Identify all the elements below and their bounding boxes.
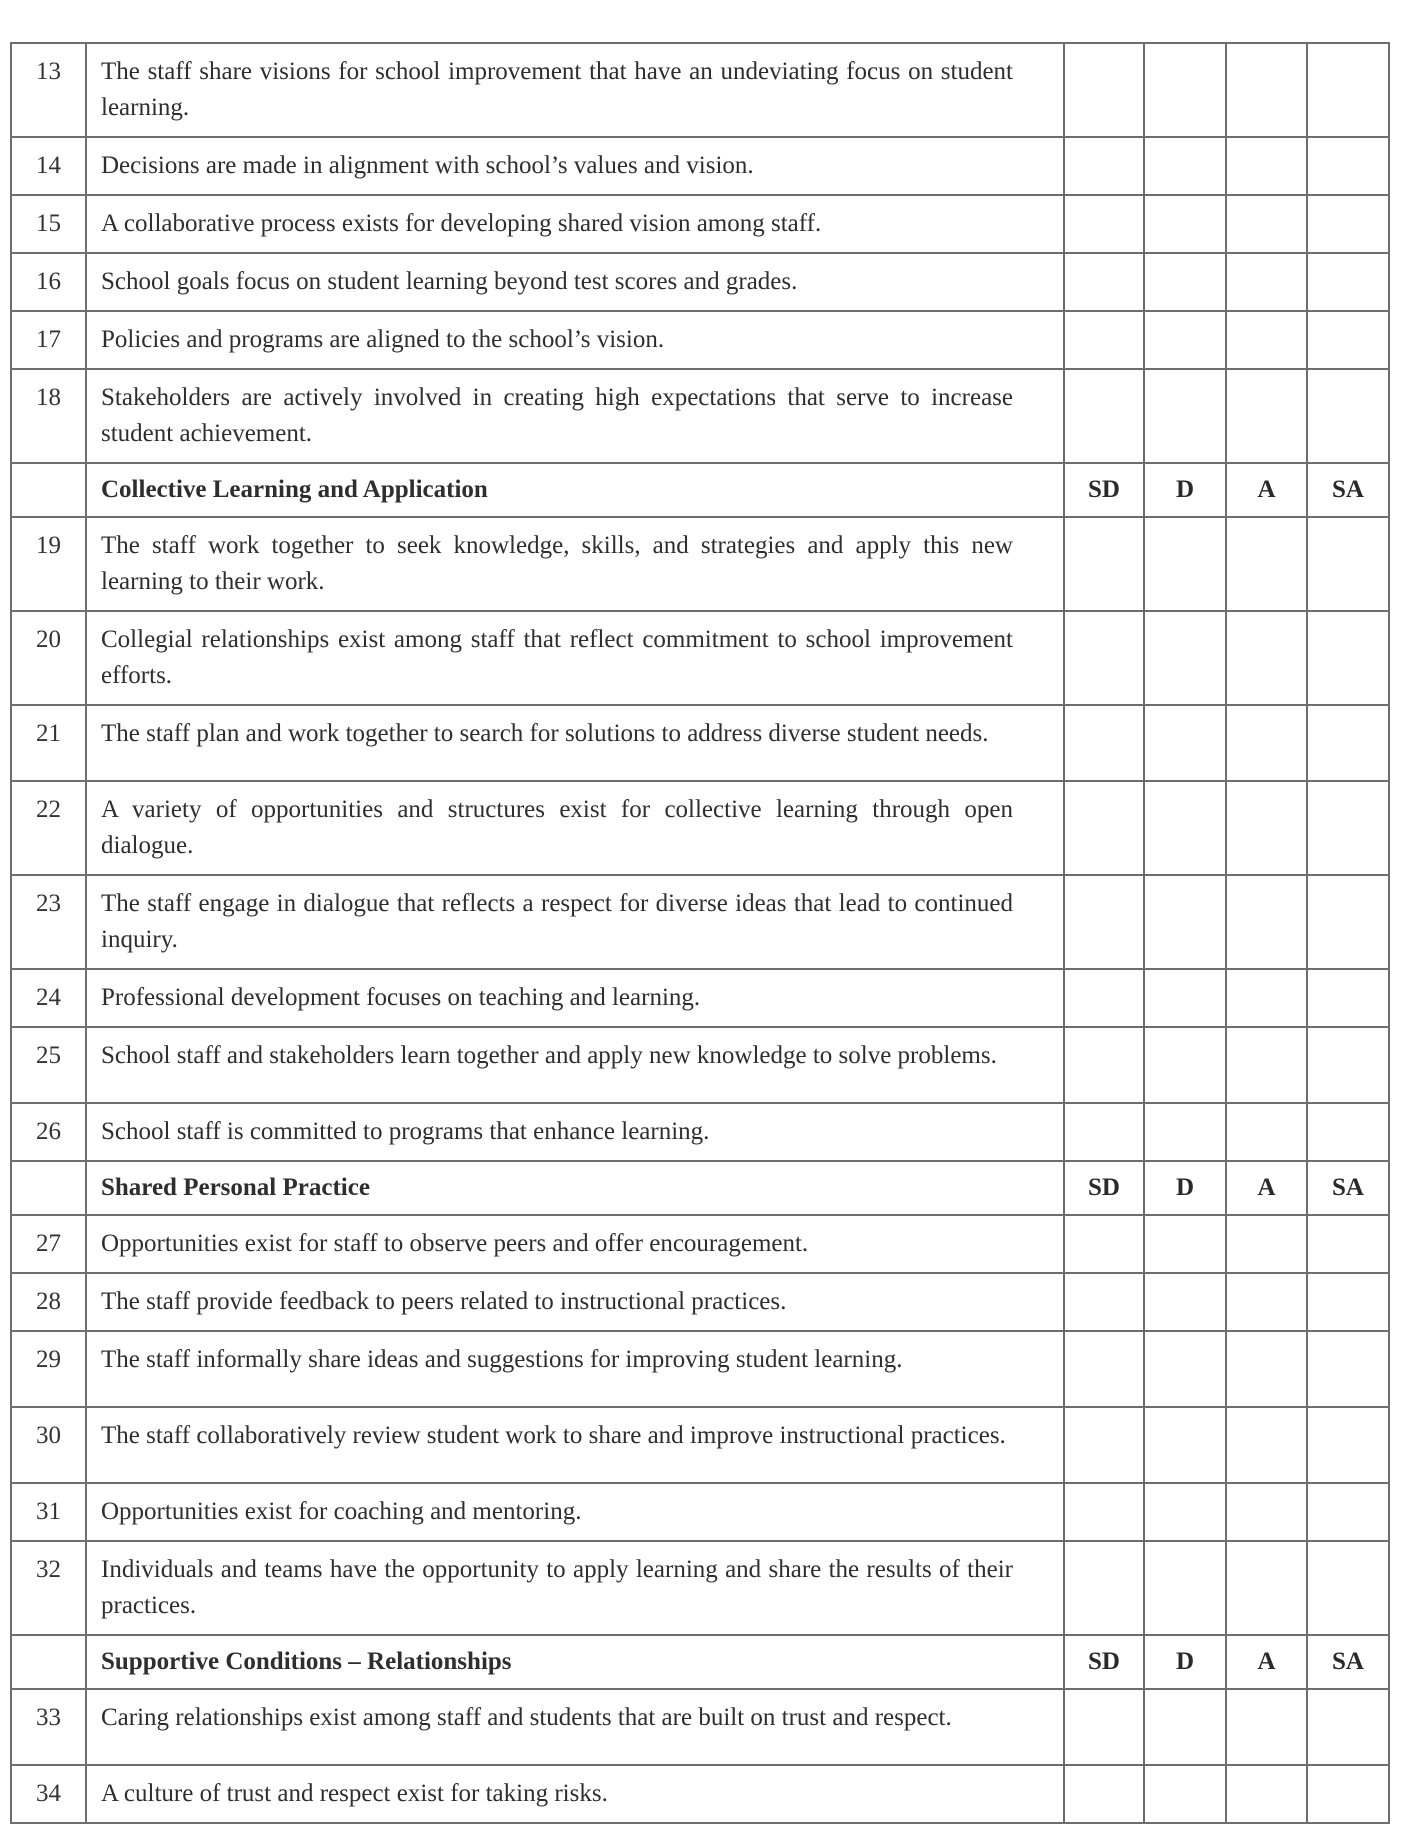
response-box-a[interactable] — [1226, 195, 1307, 253]
response-box-d[interactable] — [1144, 611, 1226, 705]
scale-label-a: A — [1226, 1635, 1307, 1689]
survey-item-row — [11, 311, 1389, 369]
scale-label-sa: SA — [1307, 1635, 1389, 1689]
section-title: Shared Personal Practice — [86, 1161, 1064, 1215]
survey-item-row — [11, 253, 1389, 311]
response-box-sd[interactable] — [1064, 137, 1144, 195]
section-number-cell — [11, 1161, 86, 1215]
scale-label-sd: SD — [1064, 1161, 1144, 1215]
section-title: Supportive Conditions – Relationships — [86, 1635, 1064, 1689]
item-number: 29 — [11, 1331, 86, 1407]
response-box-d[interactable] — [1144, 1765, 1226, 1823]
survey-item-row — [11, 1483, 1389, 1541]
response-box-sd[interactable] — [1064, 43, 1144, 137]
response-box-a[interactable] — [1226, 1331, 1307, 1407]
response-box-d[interactable] — [1144, 1483, 1226, 1541]
response-box-a[interactable] — [1226, 1103, 1307, 1161]
response-box-d[interactable] — [1144, 969, 1226, 1027]
item-number: 33 — [11, 1689, 86, 1765]
section-number-cell — [11, 1635, 86, 1689]
response-box-sd[interactable] — [1064, 311, 1144, 369]
response-box-a[interactable] — [1226, 969, 1307, 1027]
response-box-d[interactable] — [1144, 43, 1226, 137]
response-box-d[interactable] — [1144, 875, 1226, 969]
item-statement: Individuals and teams have the opportunity to apply learning and share the results of their practices. — [86, 1541, 1064, 1635]
response-box-sa[interactable] — [1307, 137, 1389, 195]
response-box-a[interactable] — [1226, 253, 1307, 311]
response-box-sd[interactable] — [1064, 705, 1144, 781]
section-header-row — [11, 1635, 1389, 1689]
item-number: 34 — [11, 1765, 86, 1823]
response-box-sd[interactable] — [1064, 195, 1144, 253]
item-number: 15 — [11, 195, 86, 253]
response-box-d[interactable] — [1144, 1215, 1226, 1273]
response-box-sa[interactable] — [1307, 875, 1389, 969]
survey-item-row — [11, 1273, 1389, 1331]
response-box-sa[interactable] — [1307, 1103, 1389, 1161]
survey-item-row — [11, 43, 1389, 137]
response-box-sd[interactable] — [1064, 1483, 1144, 1541]
response-box-d[interactable] — [1144, 1407, 1226, 1483]
item-statement: The staff engage in dialogue that reflects a respect for diverse ideas that lead to continued inquiry. — [86, 875, 1064, 969]
response-box-sa[interactable] — [1307, 781, 1389, 875]
survey-table — [10, 42, 1390, 1824]
response-box-sd[interactable] — [1064, 253, 1144, 311]
survey-item-row — [11, 1215, 1389, 1273]
section-header-row — [11, 463, 1389, 517]
item-statement: Policies and programs are aligned to the school’s vision. — [86, 311, 1064, 369]
item-number: 28 — [11, 1273, 86, 1331]
survey-item-row — [11, 137, 1389, 195]
response-box-sd[interactable] — [1064, 1273, 1144, 1331]
response-box-sd[interactable] — [1064, 1331, 1144, 1407]
item-statement: School goals focus on student learning beyond test scores and grades. — [86, 253, 1064, 311]
response-box-sd[interactable] — [1064, 875, 1144, 969]
response-box-sa[interactable] — [1307, 1273, 1389, 1331]
response-box-a[interactable] — [1226, 875, 1307, 969]
response-box-sa[interactable] — [1307, 1541, 1389, 1635]
response-box-sa[interactable] — [1307, 705, 1389, 781]
response-box-sa[interactable] — [1307, 969, 1389, 1027]
item-number: 17 — [11, 311, 86, 369]
item-number: 31 — [11, 1483, 86, 1541]
response-box-a[interactable] — [1226, 1689, 1307, 1765]
section-header-row — [11, 1161, 1389, 1215]
response-box-sd[interactable] — [1064, 517, 1144, 611]
response-box-sa[interactable] — [1307, 1407, 1389, 1483]
response-box-d[interactable] — [1144, 253, 1226, 311]
item-statement: The staff informally share ideas and suggestions for improving student learning. — [86, 1331, 1064, 1407]
response-box-sa[interactable] — [1307, 195, 1389, 253]
scale-label-sd: SD — [1064, 1635, 1144, 1689]
response-box-sd[interactable] — [1064, 1765, 1144, 1823]
response-box-sd[interactable] — [1064, 611, 1144, 705]
response-box-d[interactable] — [1144, 1273, 1226, 1331]
scale-label-sa: SA — [1307, 1161, 1389, 1215]
item-statement: Opportunities exist for staff to observe peers and offer encouragement. — [86, 1215, 1064, 1273]
item-statement: Professional development focuses on teaching and learning. — [86, 969, 1064, 1027]
section-title: Collective Learning and Application — [86, 463, 1064, 517]
response-box-d[interactable] — [1144, 1027, 1226, 1103]
response-box-d[interactable] — [1144, 1103, 1226, 1161]
item-number: 20 — [11, 611, 86, 705]
item-number: 32 — [11, 1541, 86, 1635]
survey-item-row — [11, 969, 1389, 1027]
item-statement: Stakeholders are actively involved in creating high expectations that serve to increase student achievement. — [86, 369, 1064, 463]
item-statement: A culture of trust and respect exist for taking risks. — [86, 1765, 1064, 1823]
response-box-sa[interactable] — [1307, 43, 1389, 137]
response-box-sa[interactable] — [1307, 369, 1389, 463]
survey-item-row — [11, 781, 1389, 875]
response-box-sd[interactable] — [1064, 1689, 1144, 1765]
response-box-sd[interactable] — [1064, 1027, 1144, 1103]
response-box-sa[interactable] — [1307, 611, 1389, 705]
response-box-sa[interactable] — [1307, 517, 1389, 611]
item-number: 27 — [11, 1215, 86, 1273]
item-statement: Collegial relationships exist among staff that reflect commitment to school improvement efforts. — [86, 611, 1064, 705]
item-number: 21 — [11, 705, 86, 781]
response-box-d[interactable] — [1144, 195, 1226, 253]
response-box-sd[interactable] — [1064, 1541, 1144, 1635]
response-box-a[interactable] — [1226, 137, 1307, 195]
survey-item-row — [11, 1541, 1389, 1635]
response-box-a[interactable] — [1226, 705, 1307, 781]
response-box-a[interactable] — [1226, 369, 1307, 463]
response-box-a[interactable] — [1226, 1273, 1307, 1331]
survey-item-row — [11, 195, 1389, 253]
response-box-sa[interactable] — [1307, 1765, 1389, 1823]
response-box-sa[interactable] — [1307, 253, 1389, 311]
survey-item-row — [11, 1331, 1389, 1407]
response-box-a[interactable] — [1226, 1407, 1307, 1483]
item-statement: The staff work together to seek knowledge, skills, and strategies and apply this new learning to their work. — [86, 517, 1064, 611]
response-box-a[interactable] — [1226, 43, 1307, 137]
scale-label-a: A — [1226, 463, 1307, 517]
response-box-a[interactable] — [1226, 1483, 1307, 1541]
scale-label-sa: SA — [1307, 463, 1389, 517]
response-box-sa[interactable] — [1307, 1215, 1389, 1273]
scale-label-a: A — [1226, 1161, 1307, 1215]
response-box-a[interactable] — [1226, 1541, 1307, 1635]
response-box-d[interactable] — [1144, 781, 1226, 875]
item-number: 22 — [11, 781, 86, 875]
survey-item-row — [11, 1103, 1389, 1161]
item-number: 16 — [11, 253, 86, 311]
survey-item-row — [11, 875, 1389, 969]
survey-item-row — [11, 1689, 1389, 1765]
survey-item-row — [11, 517, 1389, 611]
response-box-sd[interactable] — [1064, 969, 1144, 1027]
response-box-d[interactable] — [1144, 369, 1226, 463]
item-statement: Opportunities exist for coaching and mentoring. — [86, 1483, 1064, 1541]
response-box-d[interactable] — [1144, 311, 1226, 369]
item-number: 18 — [11, 369, 86, 463]
item-statement: A variety of opportunities and structures exist for collective learning through open dialogue. — [86, 781, 1064, 875]
response-box-sd[interactable] — [1064, 1103, 1144, 1161]
survey-item-row — [11, 1765, 1389, 1823]
scale-label-sd: SD — [1064, 463, 1144, 517]
item-number: 30 — [11, 1407, 86, 1483]
response-box-a[interactable] — [1226, 781, 1307, 875]
response-box-d[interactable] — [1144, 705, 1226, 781]
item-statement: Decisions are made in alignment with school’s values and vision. — [86, 137, 1064, 195]
response-box-a[interactable] — [1226, 1027, 1307, 1103]
response-box-d[interactable] — [1144, 1689, 1226, 1765]
response-box-d[interactable] — [1144, 517, 1226, 611]
response-box-sd[interactable] — [1064, 781, 1144, 875]
item-statement: A collaborative process exists for developing shared vision among staff. — [86, 195, 1064, 253]
response-box-a[interactable] — [1226, 611, 1307, 705]
item-statement: The staff provide feedback to peers related to instructional practices. — [86, 1273, 1064, 1331]
survey-item-row — [11, 705, 1389, 781]
response-box-sa[interactable] — [1307, 311, 1389, 369]
survey-item-row — [11, 1407, 1389, 1483]
response-box-sd[interactable] — [1064, 1215, 1144, 1273]
item-statement: The staff collaboratively review student work to share and improve instructional practices. — [86, 1407, 1064, 1483]
item-number: 24 — [11, 969, 86, 1027]
item-statement: The staff plan and work together to search for solutions to address diverse student needs. — [86, 705, 1064, 781]
scale-label-d: D — [1144, 1635, 1226, 1689]
scale-label-d: D — [1144, 1161, 1226, 1215]
survey-item-row — [11, 1027, 1389, 1103]
item-statement: School staff is committed to programs that enhance learning. — [86, 1103, 1064, 1161]
item-statement: Caring relationships exist among staff and students that are built on trust and respect. — [86, 1689, 1064, 1765]
response-box-a[interactable] — [1226, 517, 1307, 611]
survey-item-row — [11, 369, 1389, 463]
response-box-a[interactable] — [1226, 1215, 1307, 1273]
response-box-sa[interactable] — [1307, 1483, 1389, 1541]
survey-item-row — [11, 611, 1389, 705]
item-number: 14 — [11, 137, 86, 195]
item-number: 23 — [11, 875, 86, 969]
response-box-d[interactable] — [1144, 1541, 1226, 1635]
section-number-cell — [11, 463, 86, 517]
item-statement: The staff share visions for school improvement that have an undeviating focus on student learning. — [86, 43, 1064, 137]
response-box-a[interactable] — [1226, 311, 1307, 369]
response-box-d[interactable] — [1144, 137, 1226, 195]
response-box-a[interactable] — [1226, 1765, 1307, 1823]
item-statement: School staff and stakeholders learn together and apply new knowledge to solve problems. — [86, 1027, 1064, 1103]
response-box-sa[interactable] — [1307, 1689, 1389, 1765]
scale-label-d: D — [1144, 463, 1226, 517]
item-number: 26 — [11, 1103, 86, 1161]
item-number: 19 — [11, 517, 86, 611]
response-box-sa[interactable] — [1307, 1027, 1389, 1103]
item-number: 25 — [11, 1027, 86, 1103]
response-box-sa[interactable] — [1307, 1331, 1389, 1407]
response-box-sd[interactable] — [1064, 369, 1144, 463]
item-number: 13 — [11, 43, 86, 137]
response-box-d[interactable] — [1144, 1331, 1226, 1407]
response-box-sd[interactable] — [1064, 1407, 1144, 1483]
